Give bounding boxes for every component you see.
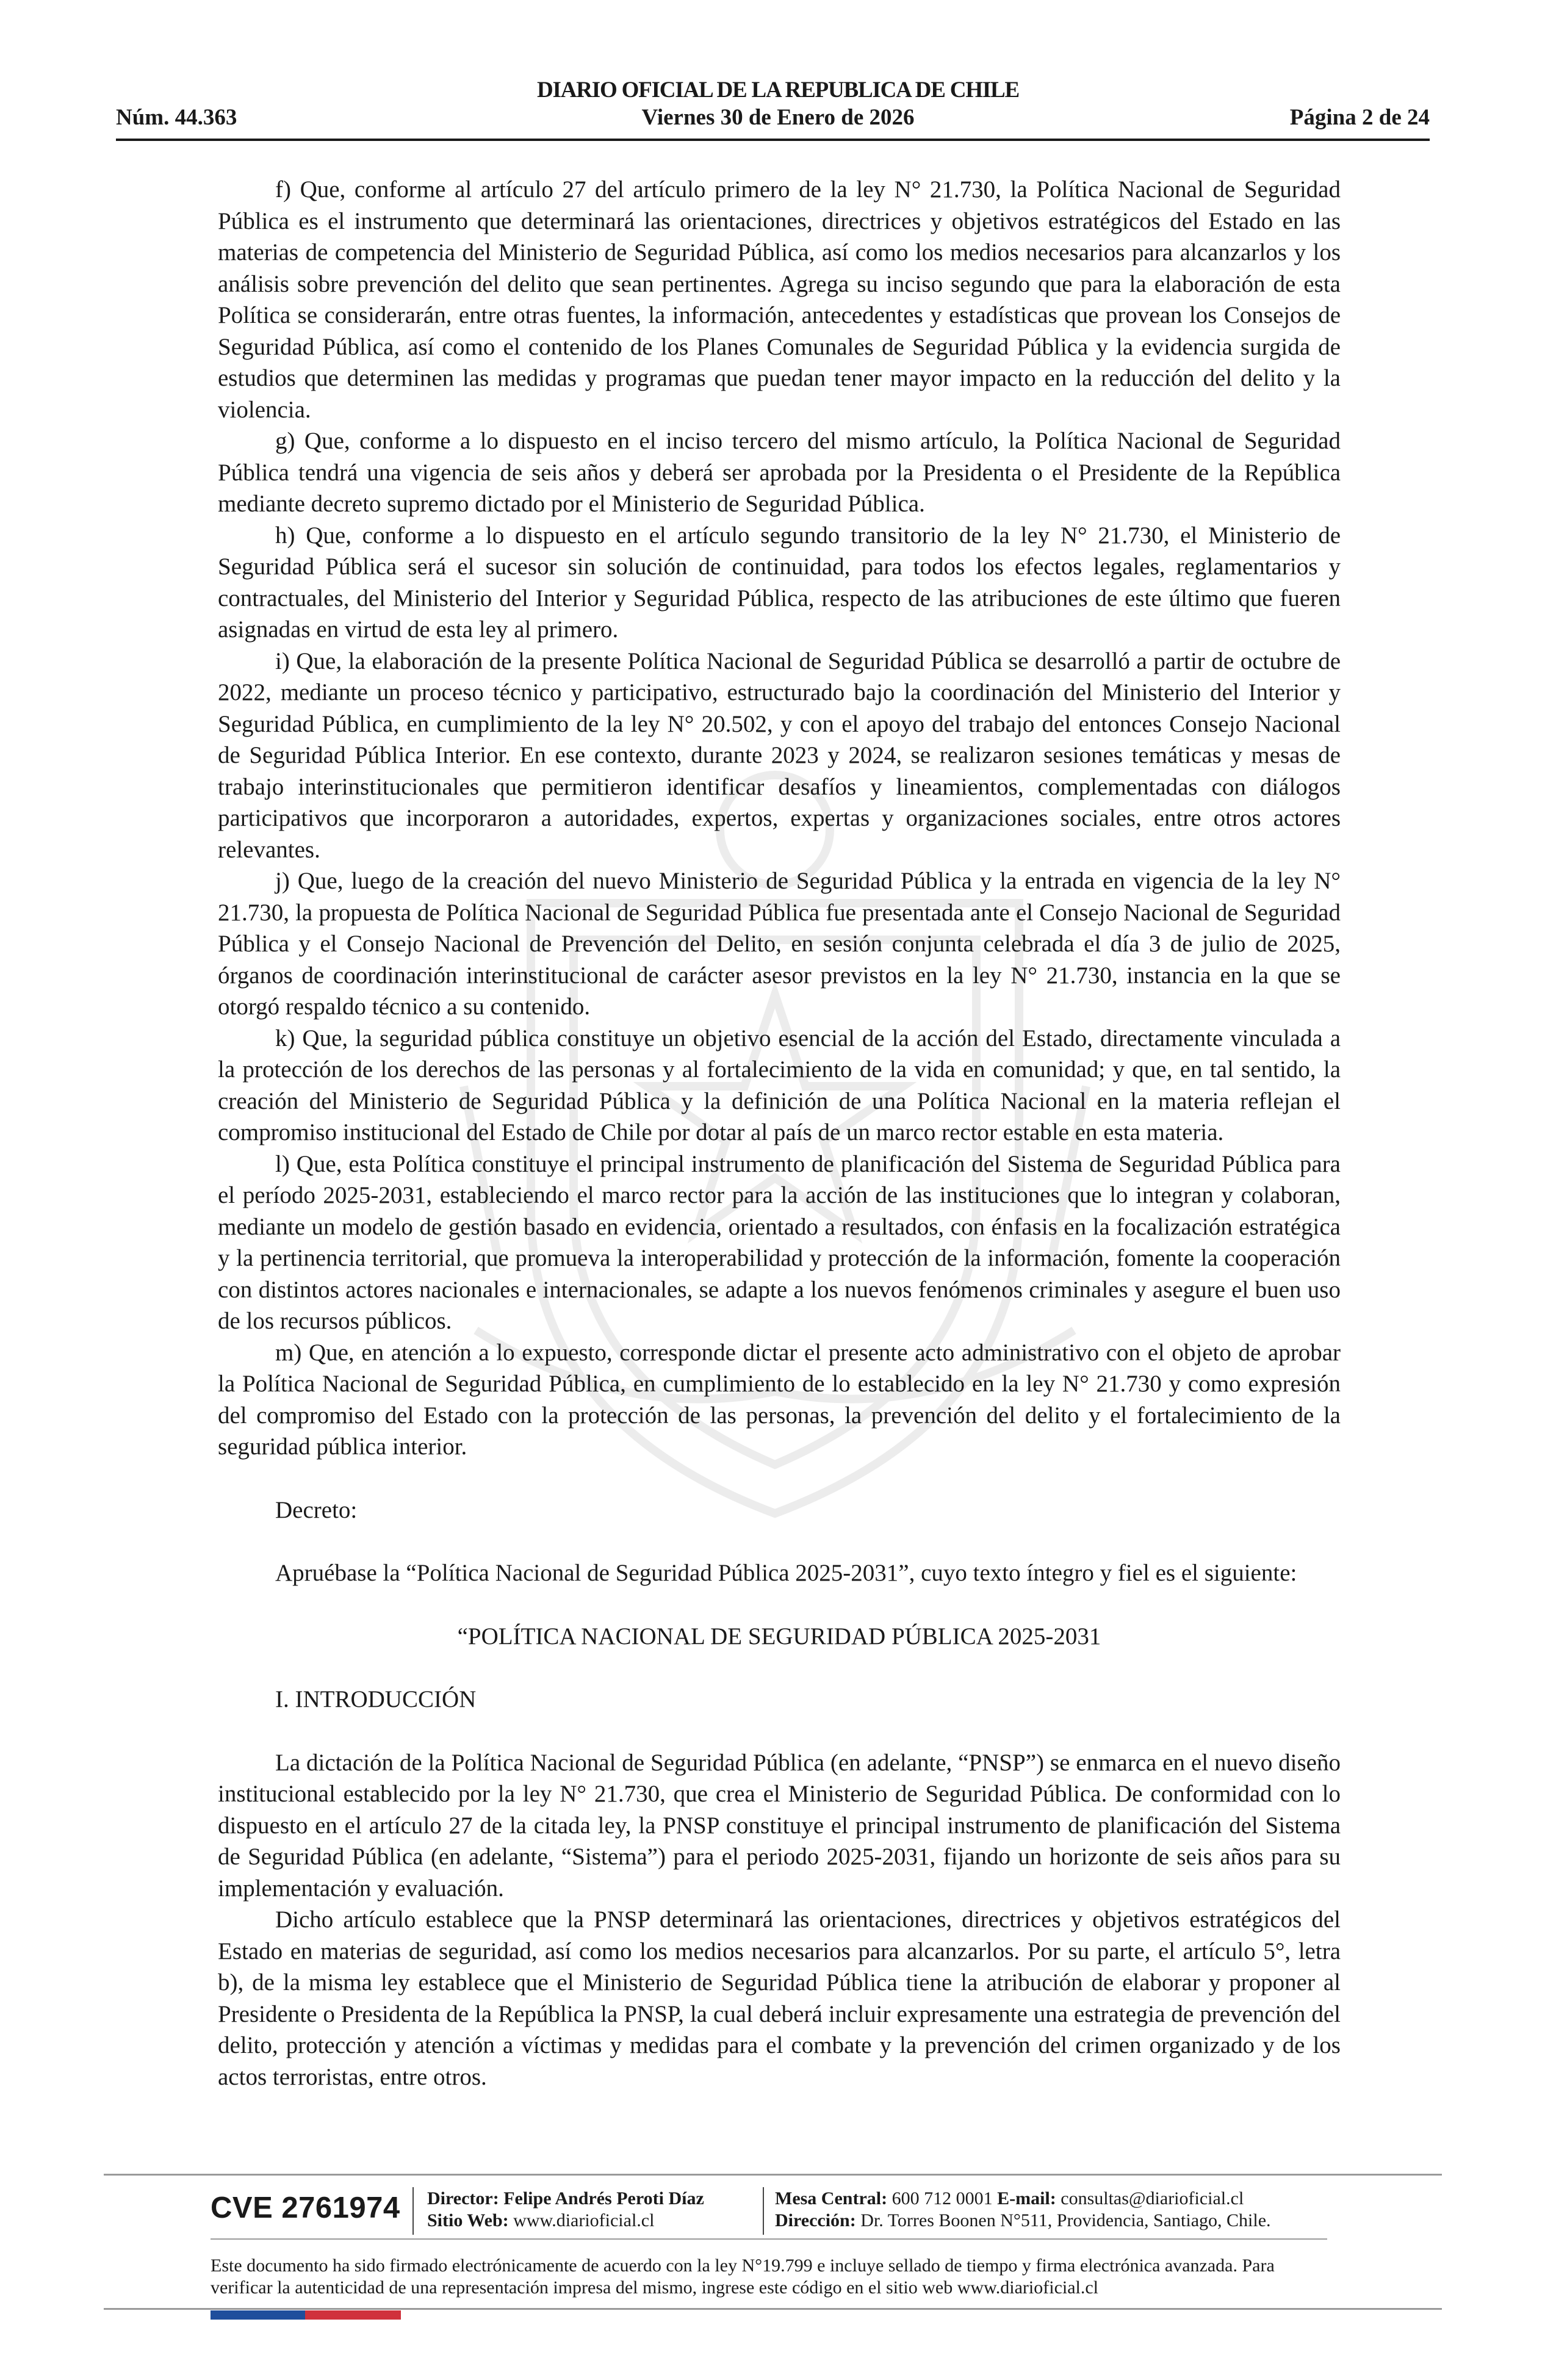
email-label: E-mail: <box>997 2188 1056 2209</box>
considerando-l: l) Que, esta Política constituye el principal instrumento de planificación del Sistema de Seguridad Pública para el período 2025-2031, estableciendo el marco rector para la acción de las instituciones que lo integran y colaboran, mediante un modelo de gestión basado en evidencia, orientado a resultados, con énfasis en la focalización estratégica y la pertinencia territorial, que promueva la interoperabilidad y protección de la información, fomente la cooperación con distintos actores nacionales e internacionales, se adapte a los nuevos fenómenos criminales y asegure el buen uso de los recursos públicos. <box>218 1150 1341 1334</box>
footer-column-divider <box>412 2187 414 2235</box>
director-name: Felipe Andrés Peroti Díaz <box>503 2188 704 2209</box>
address-value: Dr. Torres Boonen N°511, Providencia, Santiago, Chile. <box>860 2210 1271 2230</box>
issue-date: Viernes 30 de Enero de 2026 <box>641 105 915 130</box>
page-indicator: Página 2 de 24 <box>1289 105 1430 130</box>
web-label: Sitio Web: <box>427 2210 509 2230</box>
address-label: Dirección: <box>775 2210 856 2230</box>
footer-divider <box>104 2308 1442 2310</box>
considerando-g: g) Que, conforme a lo dispuesto en el inciso tercero del mismo artículo, la Política Nacional de Seguridad Pública tendrá una vigencia de seis años y deberá ser aprobada por la Presidenta o el Presidente de la República mediante decreto supremo dictado por el Ministerio de Seguridad Pública. <box>218 428 1341 517</box>
decreto-label: Decreto: <box>275 1496 358 1523</box>
header-divider <box>116 139 1430 141</box>
document-body <box>218 174 1341 2093</box>
section-heading: I. INTRODUCCIÓN <box>275 1686 477 1712</box>
footer-contact-block <box>775 2188 1271 2232</box>
considerando-h: h) Que, conforme a lo dispuesto en el artículo segundo transitorio de la ley N° 21.730, el Ministerio de Seguridad Pública será el sucesor sin solución de continuidad, para todos los efectos legales, reglamentarios y contractuales, del Ministerio del Interior y Seguridad Pública, respecto de las atribuciones de este último que fueren asignadas en virtud de esta ley al primero. <box>218 522 1341 643</box>
approval-paragraph: Apruébase la “Política Nacional de Seguridad Pública 2025-2031”, cuyo texto íntegro y fiel es el siguiente: <box>275 1560 1297 1586</box>
intro-paragraph: La dictación de la Política Nacional de Seguridad Pública (en adelante, “PNSP”) se enmarca en el nuevo diseño institucional establecido por la ley N° 21.730, que crea el Ministerio de Seguridad Pública. De conformidad con lo dispuesto en el artículo 27 de la citada ley, la PNSP constituye el principal instrumento de planificación del Sistema de Seguridad Pública (en adelante, “Sistema”) para el periodo 2025-2031, fijando un horizonte de seis años para su implementación y evaluación. <box>218 1749 1341 1902</box>
director-label: Director: <box>427 2188 499 2209</box>
considerando-i: i) Que, la elaboración de la presente Política Nacional de Seguridad Pública se desarrolló a partir de octubre de 2022, mediante un proceso técnico y participativo, estructurado bajo la coordinación del Ministerio del Interior y Seguridad Pública, en cumplimiento de la ley N° 20.502, y con el apoyo del trabajo del entonces Consejo Nacional de Seguridad Pública Interior. En ese contexto, durante 2023 y 2024, se realizaron sesiones temáticas y mesas de trabajo interinstitucionales que permitieron identificar desafíos y lineamientos, complementadas con diálogos participativos que incorporaron a autoridades, expertos, expertas y organizaciones sociales, entre otros actores relevantes. <box>218 647 1341 863</box>
legal-notice: Este documento ha sido firmado electrónicamente de acuerdo con la ley N°19.799 e incluye sellado de tiempo y firma electrónica avanzada. Para verificar la autenticidad de una representación impresa del mismo, ingrese este código en el sitio web www.diarioficial.cl <box>211 2256 1275 2298</box>
email-link[interactable]: consultas@diarioficial.cl <box>1061 2188 1244 2209</box>
flag-stripe-blue <box>211 2310 305 2320</box>
considerando-m: m) Que, en atención a lo expuesto, corresponde dictar el presente acto administrativo con el objeto de aprobar la Política Nacional de Seguridad Pública, en cumplimiento de lo establecido en la ley N° 21.730 y como expresión del compromiso del Estado con la protección de las personas, la prevención del delito y el fortalecimiento de la seguridad pública interior. <box>218 1339 1341 1460</box>
mesa-value: 600 712 0001 <box>891 2188 993 2209</box>
considerando-f: f) Que, conforme al artículo 27 del artículo primero de la ley N° 21.730, la Política Nacional de Seguridad Pública es el instrumento que determinará las orientaciones, directrices y objetivos estratégicos del Estado en las materias de competencia del Ministerio de Seguridad Pública, así como los medios necesarios para alcanzarlos y los análisis sobre prevención del delito que sean pertinentes. Agrega su inciso segundo que para la elaboración de esta Política se considerarán, entre otras fuentes, la información, antecedentes y estadísticas que provean los Consejos de Seguridad Pública, así como el contenido de los Planes Comunales de Seguridad Pública y la evidencia surgida de estudios que determinen las medidas y programas que puedan tener mayor impacto en la reducción del delito y la violencia. <box>218 176 1341 423</box>
web-link[interactable]: www.diarioficial.cl <box>513 2210 655 2230</box>
publication-title: DIARIO OFICIAL DE LA REPUBLICA DE CHILE <box>537 78 1019 103</box>
mesa-label: Mesa Central: <box>775 2188 888 2209</box>
footer-director-block <box>427 2188 704 2232</box>
intro-paragraph: Dicho artículo establece que la PNSP determinará las orientaciones, directrices y objetivos estratégicos del Estado en materias de seguridad, así como los medios necesarios para alcanzarlos. Por su parte, el artículo 5°, letra b), de la misma ley establece que el Ministerio de Seguridad Pública tiene la atribución de elaborar y proponer al Presidente o Presidenta de la República la PNSP, la cual deberá incluir expresamente una estrategia de prevención del delito, protección y atención a víctimas y medidas para el combate y la prevención del crimen organizado y de los actos terroristas, entre otros. <box>218 1906 1341 2090</box>
footer-divider <box>211 2238 1327 2240</box>
policy-title: “POLÍTICA NACIONAL DE SEGURIDAD PÚBLICA 2025-2031 <box>457 1623 1101 1650</box>
footer-column-divider <box>763 2187 764 2235</box>
flag-stripe-red <box>305 2310 401 2320</box>
footer-divider <box>104 2174 1442 2176</box>
issue-number: Núm. 44.363 <box>116 105 237 130</box>
considerando-k: k) Que, la seguridad pública constituye un objetivo esencial de la acción del Estado, directamente vinculada a la protección de los derechos de las personas y al fortalecimiento de la vida en comunidad; y que, en tal sentido, la creación del Ministerio de Seguridad Pública y la definición de una Política Nacional en la materia reflejan el compromiso institucional del Estado de Chile por dotar al país de un marco rector estable en esta materia. <box>218 1025 1341 1145</box>
considerando-j: j) Que, luego de la creación del nuevo Ministerio de Seguridad Pública y la entrada en vigencia de la ley N° 21.730, la propuesta de Política Nacional de Seguridad Pública fue presentada ante el Consejo Nacional de Seguridad Pública y el Consejo Nacional de Prevención del Delito, en sesión conjunta celebrada el día 3 de julio de 2025, órganos de coordinación interinstitucional de carácter asesor previstos en la ley N° 21.730, instancia en la que se otorgó respaldo técnico a su contenido. <box>218 868 1341 1020</box>
cve-code: CVE 2761974 <box>211 2191 400 2224</box>
